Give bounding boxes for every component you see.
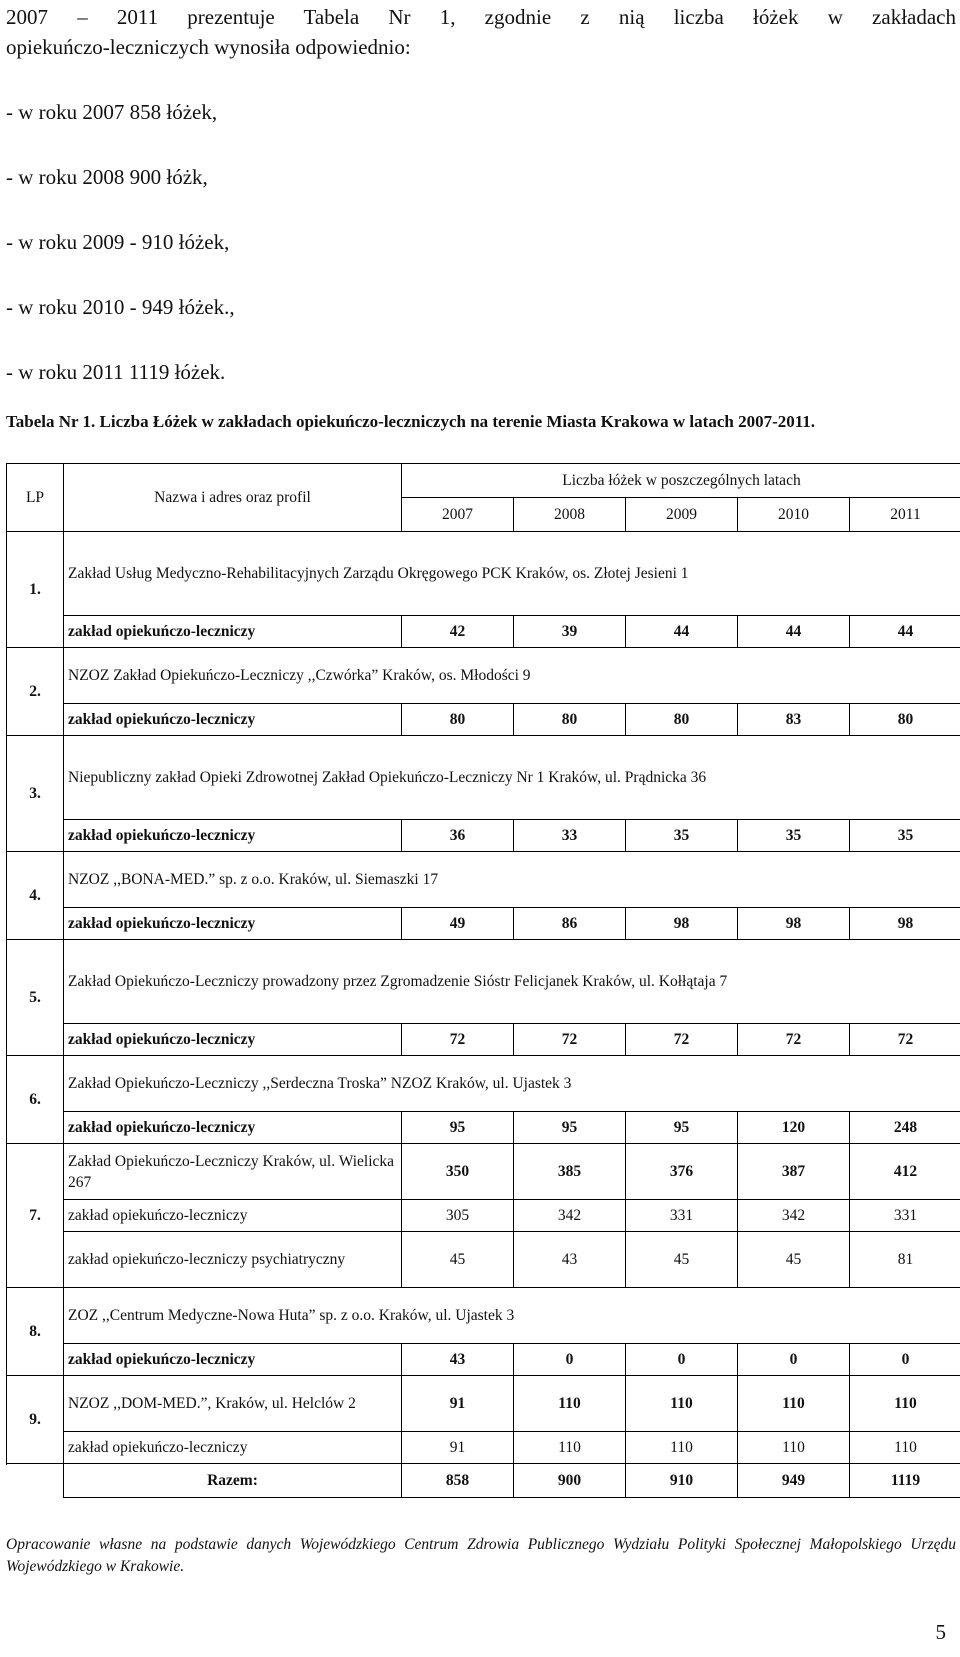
table-row — [7, 1056, 960, 1112]
cell-value: 80 — [514, 704, 626, 736]
intro-item: - w roku 2009 - 910 łóżek, — [6, 230, 230, 254]
cell-value: 72 — [402, 1024, 514, 1056]
profile-label: zakład opiekuńczo-leczniczy — [64, 1432, 402, 1464]
row-lp: 1. — [7, 532, 64, 648]
header-year: 2011 — [850, 498, 960, 532]
profile-row — [7, 1432, 960, 1464]
profile-label: zakład opiekuńczo-leczniczy — [64, 704, 402, 736]
cell-value: 110 — [850, 1432, 960, 1464]
cell-value: 95 — [626, 1112, 738, 1144]
facility-name: ZOZ ,,Centrum Medyczne-Nowa Huta” sp. z o.o. Kraków, ul. Ujastek 3 — [64, 1288, 960, 1344]
cell-value: 72 — [850, 1024, 960, 1056]
cell-value: 385 — [514, 1144, 626, 1200]
facility-name: Zakład Opiekuńczo-Leczniczy ,,Serdeczna Troska” NZOZ Kraków, ul. Ujastek 3 — [64, 1056, 960, 1112]
intro-item: - w roku 2007 858 łóżek, — [6, 100, 218, 124]
beds-table — [6, 463, 960, 1498]
cell-value: 80 — [626, 704, 738, 736]
cell-value: 43 — [514, 1232, 626, 1288]
header-name: Nazwa i adres oraz profil — [64, 464, 402, 532]
cell-value: 110 — [738, 1376, 850, 1432]
table-caption — [6, 408, 956, 436]
total-label: Razem: — [64, 1464, 402, 1498]
profile-row — [7, 1200, 960, 1232]
cell-value: 45 — [626, 1232, 738, 1288]
profile-label: zakład opiekuńczo-leczniczy — [64, 616, 402, 648]
cell-value: 95 — [402, 1112, 514, 1144]
cell-value: 72 — [514, 1024, 626, 1056]
total-lp-empty — [7, 1464, 64, 1498]
profile-label: zakład opiekuńczo-leczniczy — [64, 1200, 402, 1232]
total-value: 858 — [402, 1464, 514, 1498]
cell-value: 33 — [514, 820, 626, 852]
table-row — [7, 852, 960, 908]
cell-value: 86 — [514, 908, 626, 940]
cell-value: 331 — [626, 1200, 738, 1232]
intro-section — [6, 2, 956, 387]
profile-row — [7, 908, 960, 940]
cell-value: 0 — [738, 1344, 850, 1376]
header-year: 2008 — [514, 498, 626, 532]
table-row — [7, 1376, 960, 1432]
header-year: 2009 — [626, 498, 738, 532]
cell-value: 331 — [850, 1200, 960, 1232]
cell-value: 110 — [514, 1432, 626, 1464]
cell-value: 0 — [514, 1344, 626, 1376]
cell-value: 91 — [402, 1376, 514, 1432]
cell-value: 45 — [402, 1232, 514, 1288]
table-body — [7, 464, 960, 1498]
cell-value: 305 — [402, 1200, 514, 1232]
facility-name: NZOZ ,,DOM-MED.”, Kraków, ul. Helclów 2 — [64, 1376, 402, 1432]
total-value: 949 — [738, 1464, 850, 1498]
cell-value: 342 — [738, 1200, 850, 1232]
facility-name: NZOZ ,,BONA-MED.” sp. z o.o. Kraków, ul. Siemaszki 17 — [64, 852, 960, 908]
cell-value: 376 — [626, 1144, 738, 1200]
intro-item: - w roku 2011 1119 łóżek. — [6, 360, 226, 384]
cell-value: 120 — [738, 1112, 850, 1144]
row-lp: 4. — [7, 852, 64, 940]
row-lp: 5. — [7, 940, 64, 1056]
cell-value: 44 — [626, 616, 738, 648]
cell-value: 110 — [514, 1376, 626, 1432]
cell-value: 72 — [626, 1024, 738, 1056]
cell-value: 98 — [738, 908, 850, 940]
header-years-group: Liczba łóżek w poszczególnych latach — [402, 464, 960, 498]
cell-value: 0 — [626, 1344, 738, 1376]
cell-value: 72 — [738, 1024, 850, 1056]
total-row — [7, 1464, 960, 1498]
profile-row — [7, 616, 960, 648]
cell-value: 83 — [738, 704, 850, 736]
cell-value: 36 — [402, 820, 514, 852]
table-row — [7, 736, 960, 820]
cell-value: 95 — [514, 1112, 626, 1144]
table-caption-text: Liczba Łóżek w zakładach opiekuńczo-leczniczych na terenie Miasta Krakowa w latach 2007-2011. — [95, 412, 816, 431]
cell-value: 43 — [402, 1344, 514, 1376]
cell-value: 387 — [738, 1144, 850, 1200]
profile-label: zakład opiekuńczo-leczniczy — [64, 1112, 402, 1144]
profile-row — [7, 1344, 960, 1376]
cell-value: 81 — [850, 1232, 960, 1288]
profile-row — [7, 1112, 960, 1144]
profile-row — [7, 704, 960, 736]
cell-value: 98 — [850, 908, 960, 940]
cell-value: 35 — [850, 820, 960, 852]
profile-row — [7, 820, 960, 852]
facility-name: NZOZ Zakład Opiekuńczo-Leczniczy ,,Czwórka” Kraków, os. Młodości 9 — [64, 648, 960, 704]
source-footnote: Opracowanie własne na podstawie danych Wojewódzkiego Centrum Zdrowia Publicznego Wydziału Polityki Społecznej Małopolskiego Urzędu Wojewódzkiego w Krakowie. — [6, 1536, 956, 1575]
cell-value: 91 — [402, 1432, 514, 1464]
facility-name: Zakład Usług Medyczno-Rehabilitacyjnych Zarządu Okręgowego PCK Kraków, os. Złotej Jesieni 1 — [64, 532, 960, 616]
cell-value: 98 — [626, 908, 738, 940]
facility-name: Zakład Opiekuńczo-Leczniczy prowadzony przez Zgromadzenie Sióstr Felicjanek Kraków, ul. Kołłątaja 7 — [64, 940, 960, 1024]
header-year: 2007 — [402, 498, 514, 532]
row-lp: 7. — [7, 1144, 64, 1288]
total-value: 910 — [626, 1464, 738, 1498]
profile-row — [7, 1024, 960, 1056]
profile-label: zakład opiekuńczo-leczniczy psychiatryczny — [64, 1232, 402, 1288]
cell-value: 110 — [626, 1432, 738, 1464]
cell-value: 0 — [850, 1344, 960, 1376]
cell-value: 110 — [738, 1432, 850, 1464]
facility-name: Zakład Opiekuńczo-Leczniczy Kraków, ul. Wielicka 267 — [64, 1144, 402, 1200]
cell-value: 35 — [738, 820, 850, 852]
intro-item: - w roku 2010 - 949 łóżek., — [6, 295, 235, 319]
cell-value: 35 — [626, 820, 738, 852]
profile-label: zakład opiekuńczo-leczniczy — [64, 908, 402, 940]
cell-value: 44 — [850, 616, 960, 648]
header-lp: LP — [7, 464, 64, 532]
intro-line-2: opiekuńczo-leczniczych wynosiła odpowiednio: — [6, 35, 411, 59]
cell-value: 342 — [514, 1200, 626, 1232]
cell-value: 49 — [402, 908, 514, 940]
profile-label: zakład opiekuńczo-leczniczy — [64, 1344, 402, 1376]
table-row — [7, 1144, 960, 1200]
header-year: 2010 — [738, 498, 850, 532]
total-value: 900 — [514, 1464, 626, 1498]
cell-value: 412 — [850, 1144, 960, 1200]
intro-item: - w roku 2008 900 łóżk, — [6, 165, 208, 189]
cell-value: 248 — [850, 1112, 960, 1144]
intro-line-1: 2007 – 2011 prezentuje Tabela Nr 1, zgodnie z nią liczba łóżek w zakładach — [6, 5, 956, 29]
row-lp: 9. — [7, 1376, 64, 1464]
row-lp: 2. — [7, 648, 64, 736]
cell-value: 42 — [402, 616, 514, 648]
table-row — [7, 532, 960, 616]
cell-value: 80 — [402, 704, 514, 736]
cell-value: 110 — [626, 1376, 738, 1432]
header-row — [7, 464, 960, 498]
table-caption-label: Tabela Nr 1. — [6, 412, 96, 431]
facility-name: Niepubliczny zakład Opieki Zdrowotnej Zakład Opiekuńczo-Leczniczy Nr 1 Kraków, ul. Prądnicka 36 — [64, 736, 960, 820]
table-row — [7, 940, 960, 1024]
table-row — [7, 648, 960, 704]
cell-value: 80 — [850, 704, 960, 736]
profile-row — [7, 1232, 960, 1288]
row-lp: 6. — [7, 1056, 64, 1144]
total-value: 1119 — [850, 1464, 960, 1498]
row-lp: 8. — [7, 1288, 64, 1376]
table-row — [7, 1288, 960, 1344]
cell-value: 110 — [850, 1376, 960, 1432]
cell-value: 44 — [738, 616, 850, 648]
profile-label: zakład opiekuńczo-leczniczy — [64, 1024, 402, 1056]
row-lp: 3. — [7, 736, 64, 852]
cell-value: 39 — [514, 616, 626, 648]
profile-label: zakład opiekuńczo-leczniczy — [64, 820, 402, 852]
cell-value: 350 — [402, 1144, 514, 1200]
page-number: 5 — [935, 1620, 946, 1644]
cell-value: 45 — [738, 1232, 850, 1288]
